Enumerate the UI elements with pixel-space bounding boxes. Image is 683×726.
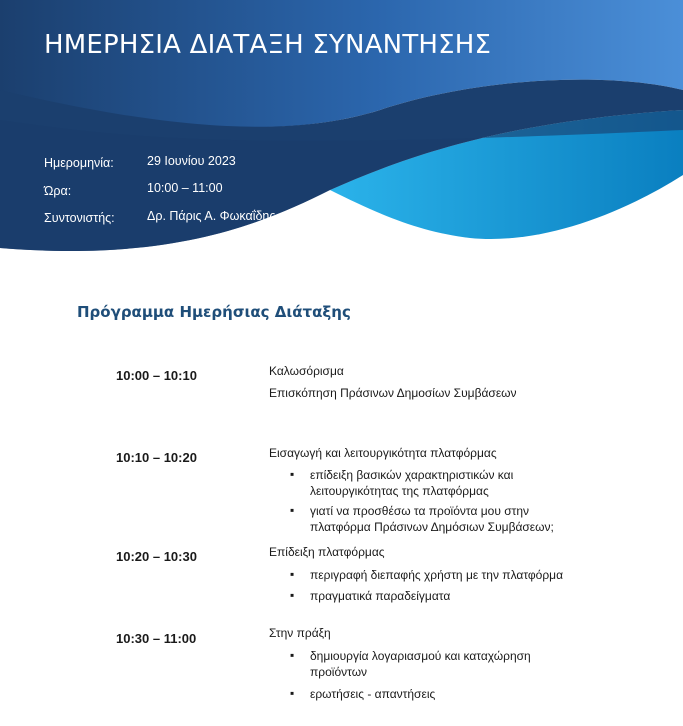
- agenda-topic: Επίδειξη πλατφόρμας: [269, 545, 385, 559]
- agenda-time: 10:10 – 10:20: [116, 450, 197, 465]
- agenda-title: Πρόγραμμα Ημερήσιας Διάταξης: [77, 303, 351, 321]
- agenda-time: 10:20 – 10:30: [116, 549, 197, 564]
- bullet-icon: ▪: [290, 467, 295, 481]
- date-value: 29 Ιουνίου 2023: [147, 154, 236, 168]
- agenda-bullet-text: γιατί να προσθέσω τα προϊόντα μου στην πλατφόρμα Πράσινων Δημόσιων Συμβάσεων;: [310, 504, 554, 534]
- agenda-bullet-text: ερωτήσεις - απαντήσεις: [310, 687, 436, 701]
- bullet-icon: ▪: [290, 686, 295, 700]
- page-title: ΗΜΕΡΗΣΙΑ ΔΙΑΤΑΞΗ ΣΥΝΑΝΤΗΣΗΣ: [44, 30, 492, 60]
- date-label: Ημερομηνία:: [44, 156, 114, 170]
- agenda-bullet-text: περιγραφή διεπαφής χρήστη με την πλατφόρμα: [310, 568, 564, 582]
- agenda-bullet-text: επίδειξη βασικών χαρακτηριστικών και λειτουργικότητας της πλατφόρμας: [310, 468, 514, 498]
- agenda-time: 10:30 – 11:00: [116, 631, 197, 646]
- agenda-topic: Επισκόπηση Πράσινων Δημοσίων Συμβάσεων: [269, 386, 517, 400]
- agenda-time: 10:00 – 10:10: [116, 368, 197, 383]
- bullet-icon: ▪: [290, 648, 295, 662]
- time-label: Ώρα:: [44, 184, 72, 198]
- moderator-value: Δρ. Πάρις Α. Φωκαΐδης: [147, 209, 276, 223]
- agenda-topic: Στην πράξη: [269, 626, 331, 640]
- bullet-icon: ▪: [290, 503, 295, 517]
- bullet-icon: ▪: [290, 567, 295, 581]
- time-value: 10:00 – 11:00: [147, 181, 223, 195]
- moderator-label: Συντονιστής:: [44, 211, 115, 225]
- agenda-topic: Καλωσόρισμα: [269, 364, 344, 378]
- agenda-topic: Εισαγωγή και λειτουργικότητα πλατφόρμας: [269, 446, 497, 460]
- agenda-bullet-text: δημιουργία λογαριασμού και καταχώρηση προϊόντων: [310, 649, 531, 679]
- agenda-bullet-text: πραγματικά παραδείγματα: [310, 589, 451, 603]
- bullet-icon: ▪: [290, 588, 295, 602]
